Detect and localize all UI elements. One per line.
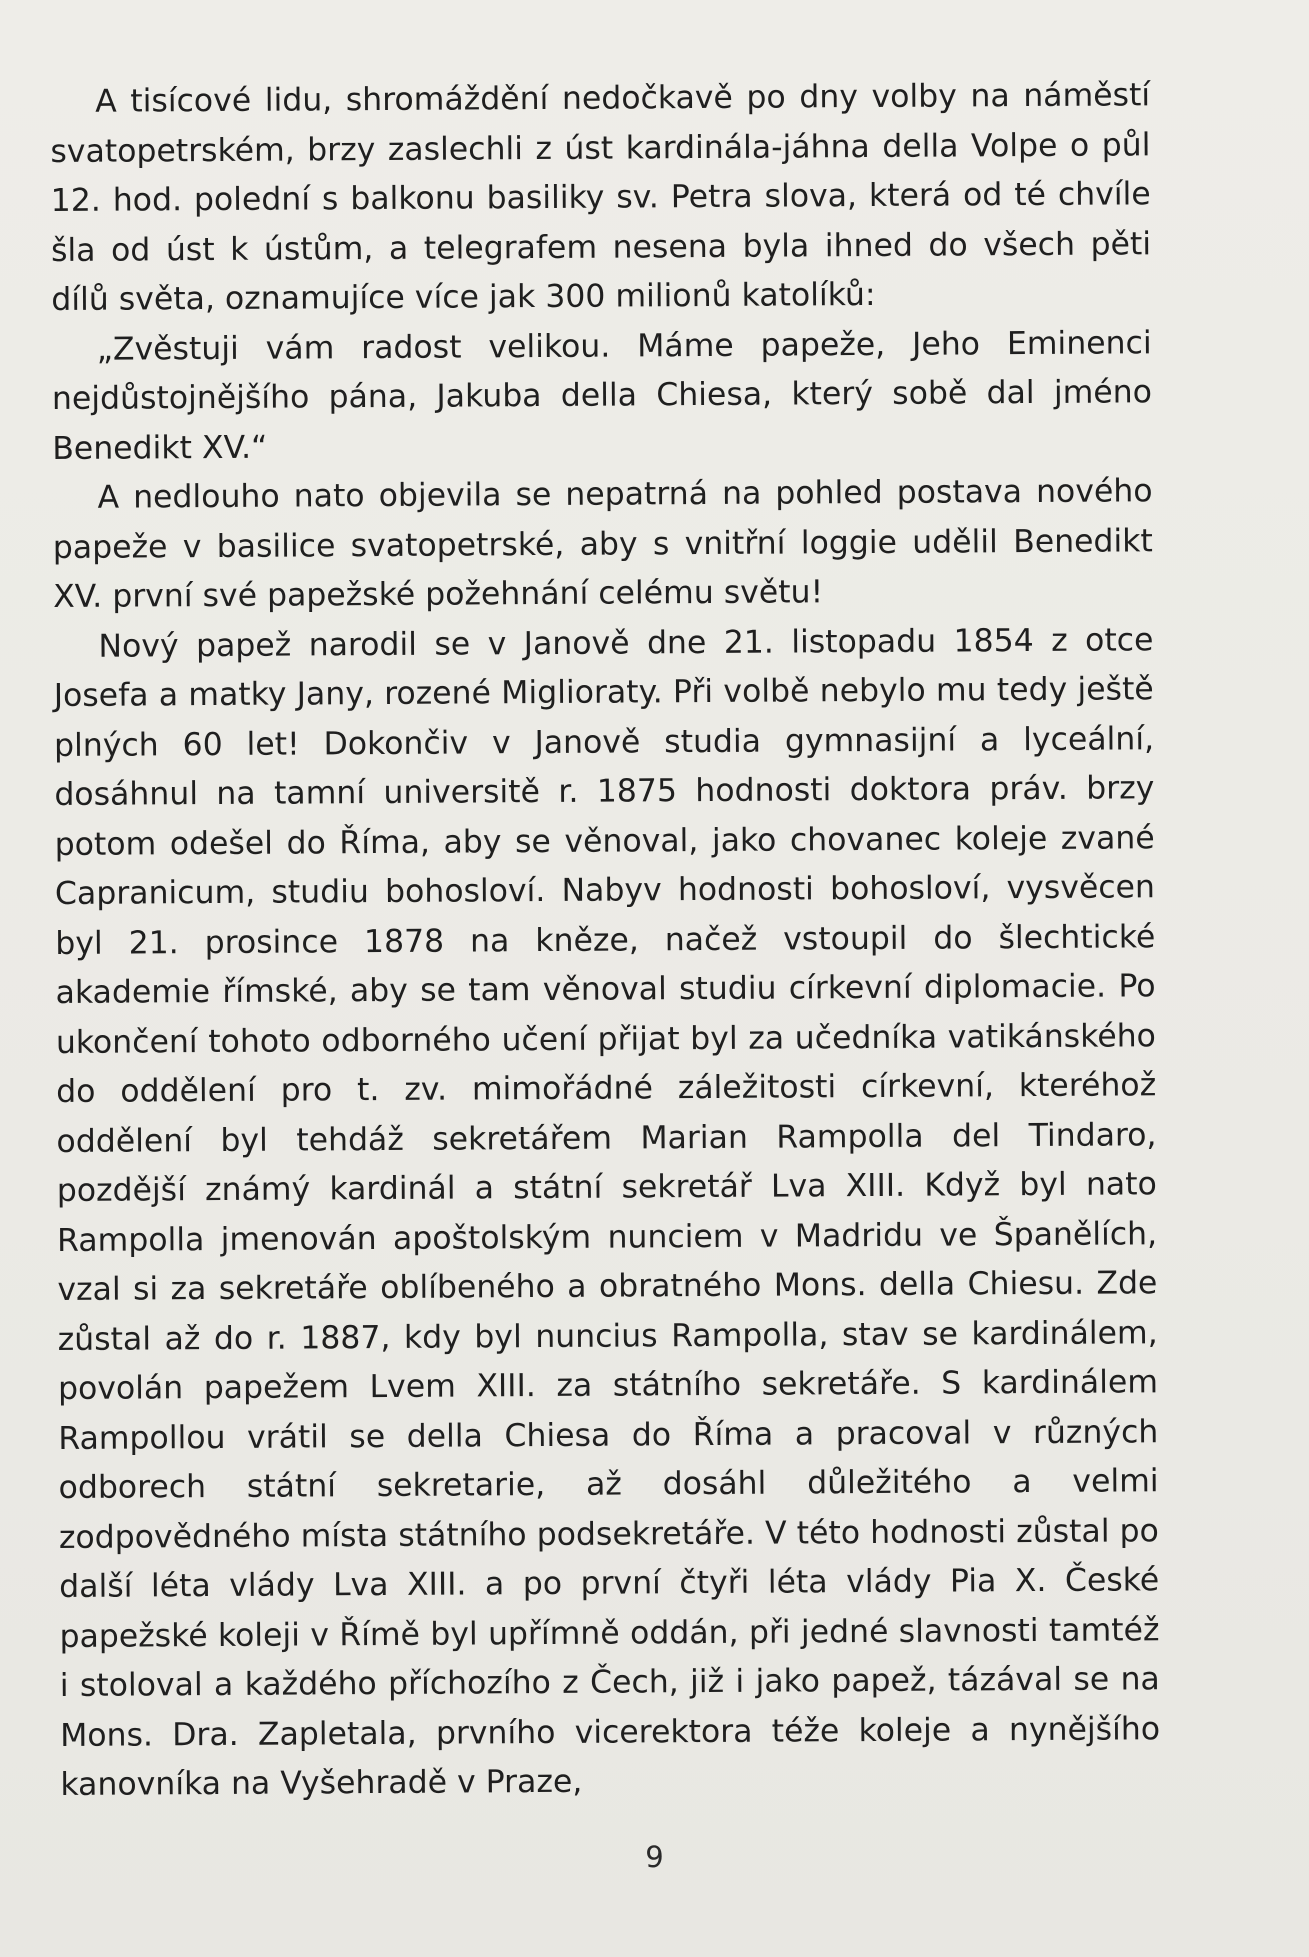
page-number: 9 bbox=[645, 1840, 664, 1874]
paragraph-conclave-announcement: A tisícové lidu, shromáždění nedočkavě po dny volby na náměstí svatopetrském, brzy zaslechli z úst kardinála-jáhna della Volpe o půl 12. hod. polední s balkonu basiliky sv. Petra slova, která od té chvíle šla od úst k ústům, a telegrafem nesena byla ihned do všech pěti dílů světa, oznamujíce více jak 300 milionů katolíků: bbox=[50, 77, 1152, 318]
paragraph-biography: Nový papež narodil se v Janově dne 21. listopadu 1854 z otce Josefa a matky Jany, rozené Miglioraty. Při volbě nebylo mu tedy ještě plných 60 let! Dokončiv v Janově studia gymnasijní a lyceální, dosáhnul na tamní universitě r. 1875 hodnosti doktora práv. brzy potom odešel do Říma, aby se věnoval, jako chovanec koleje zvané Capranicum, studiu bohosloví. Nabyv hodnosti bohosloví, vysvěcen byl 21. prosince 1878 na kněze, načež vstoupil do šlechtické akademie římské, aby se tam věnoval studiu církevní diplomacie. Po ukončení tohoto odborného učení přijat byl za učedníka vatikánského do oddělení pro t. zv. mimořádné záležitosti církevní, kteréhož oddělení byl tehdáž sekretářem Marian Rampolla del Tindaro, pozdější známý kardinál a státní sekretář Lva XIII. Když byl nato Rampolla jmenován apoštolským nunciem v Madridu ve Španělích, vzal si za sekretáře oblíbeného a obratného Mons. della Chiesu. Zde zůstal až do r. 1887, kdy byl nuncius Rampolla, stav se kardinálem, povolán papežem Lvem XIII. za státního sekretáře. S kardinálem Rampollou vrátil se della Chiesa do Říma a pracoval v různých odborech státní sekretarie, až dosáhl důležitého a velmi zodpovědného místa státního podsekretáře. V této hodnosti zůstal po další léta vlády Lva XIII. a po první čtyři léta vlády Pia X. České papežské koleji v Římě byl upřímně oddán, při jedné slavnosti tamtéž i stoloval a každého příchozího z Čech, již i jako papež, tázával se na Mons. Dra. Zapletala, prvního vicerektora téže koleje a nynějšího kanovníka na Vyšehradě v Praze, bbox=[53, 621, 1161, 1803]
paragraph-habemus-papam-quote: „Zvěstuji vám radost velikou. Máme papeže, Jeho Eminenci nejdůstojnějšího pána, Jakuba della Chiesa, který sobě dal jméno Benedikt XV.“ bbox=[51, 324, 1153, 467]
paragraph-first-blessing: A nedlouho nato objevila se nepatrná na pohled postava nového papeže v basilice svatopetrské, aby s vnitřní loggie udělil Benedikt XV. první své papežské požehnání celému světu! bbox=[52, 473, 1153, 615]
body-text bbox=[50, 71, 1161, 1810]
